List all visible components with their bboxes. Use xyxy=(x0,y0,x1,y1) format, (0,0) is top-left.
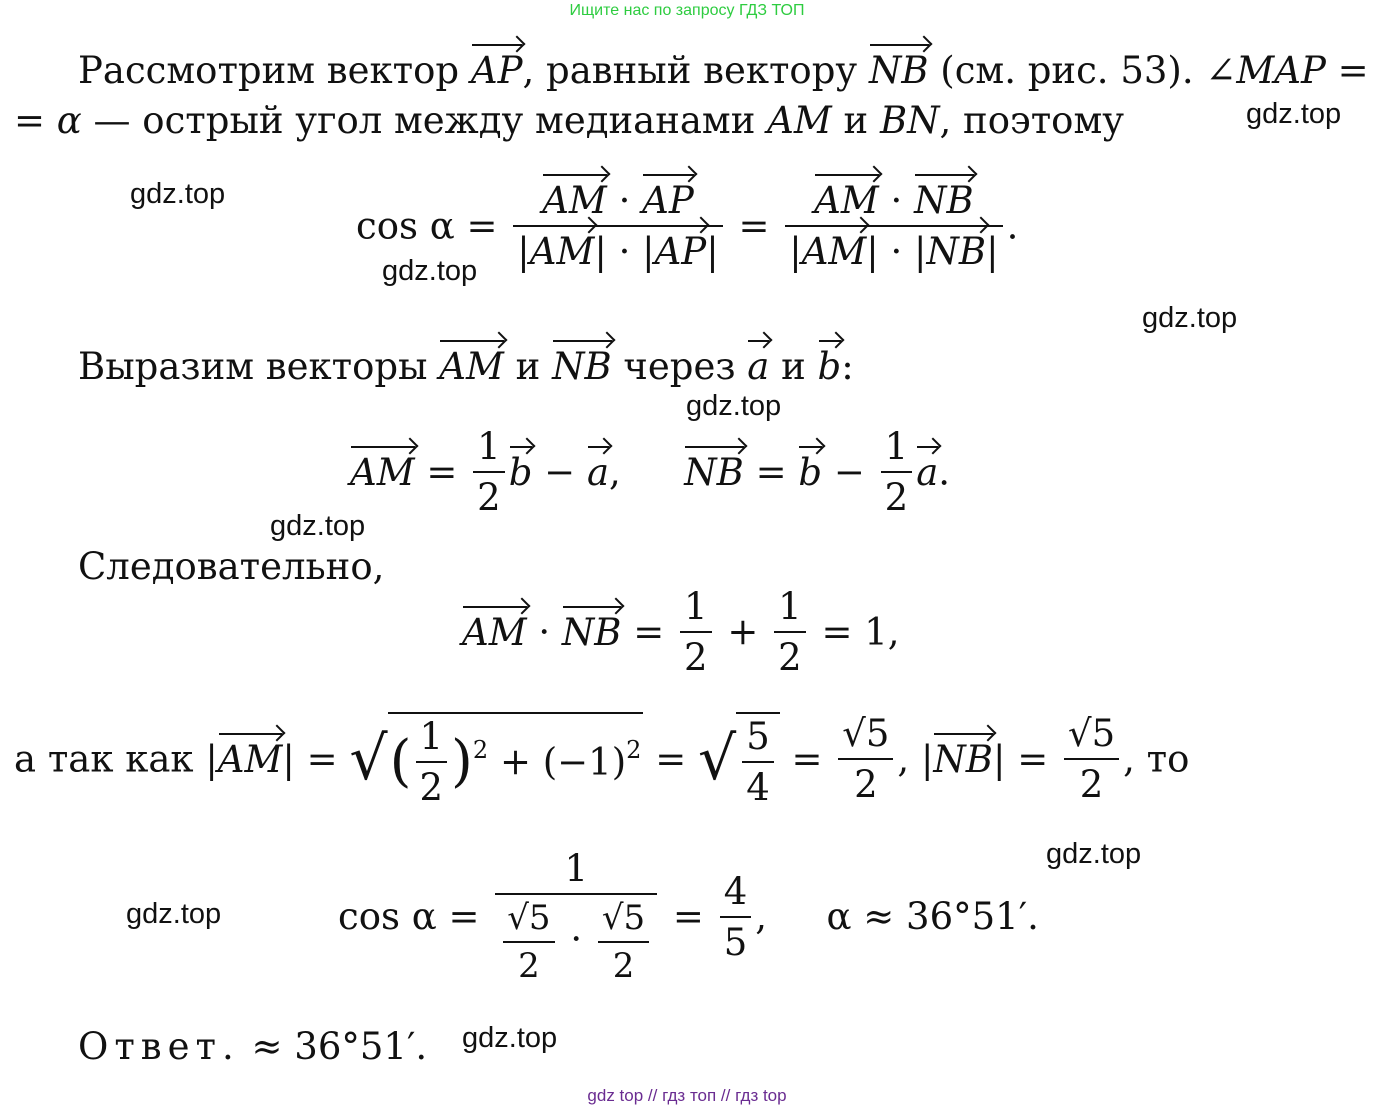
vector-b: b xyxy=(817,345,842,388)
text-segment: (см. рис. 53). ∠ xyxy=(928,49,1237,92)
text-segment: Выразим векторы xyxy=(78,345,440,388)
watermark: gdz.top xyxy=(462,1022,558,1054)
text-segment: Рассмотрим вектор xyxy=(78,49,471,92)
footer-links[interactable]: gdz top // гдз топ // гдз top xyxy=(587,1086,787,1105)
watermark: gdz.top xyxy=(1046,838,1142,870)
paragraph-line-1 xyxy=(78,49,1369,92)
watermark: gdz.top xyxy=(270,510,366,542)
fraction-am-nb: $\frac{AM \cdot NB}{|AM| \cdot |NB|}$ xyxy=(785,182,1002,270)
answer-value: ≈ 36°51′. xyxy=(239,1025,428,1068)
answer-line xyxy=(78,1025,428,1068)
watermark: gdz.top xyxy=(1246,98,1342,130)
text-segment: = xyxy=(14,99,57,142)
text-segment: через xyxy=(611,345,748,388)
vector-nb: NB xyxy=(552,345,612,388)
text-segment: — острый угол между медианами xyxy=(81,99,768,142)
watermark: gdz.top xyxy=(130,178,226,210)
magnitude-line: а так как |AM| = √( $\frac{1}{2}$ )$^2 + (-1)^2$ = √ $\frac{5}{4}$ = $\frac{√5}{2}$ , |NB| = $\frac{√5}{2}$ , то xyxy=(14,712,1190,809)
angle-map: MAP xyxy=(1236,49,1326,92)
answer-label: Ответ. xyxy=(78,1025,240,1068)
text-segment: , поэтому xyxy=(939,99,1124,142)
express-line xyxy=(78,345,854,388)
text-segment: и xyxy=(831,99,880,142)
text-segment: и xyxy=(769,345,818,388)
text-segment: и xyxy=(503,345,553,388)
alpha: α xyxy=(56,99,82,142)
paragraph-line-2 xyxy=(14,99,1124,142)
text-segment: = xyxy=(1325,49,1369,92)
fraction-am-ap: $\frac{AM \cdot AP}{|AM| \cdot |AP|}$ xyxy=(513,182,722,270)
expression-formula: AM = $\frac{1}{2}$ b − a, NB = b − $\frac{1}{2}$ a. xyxy=(350,425,951,519)
search-hint: Ищите нас по запросу ГДЗ ТОП xyxy=(569,2,805,19)
watermark: gdz.top xyxy=(382,255,478,287)
median-bn: BN xyxy=(879,99,940,142)
text-segment: : xyxy=(841,345,854,388)
cos-lhs: cos α = xyxy=(356,204,498,248)
fraction-one-over-product: 1 $\frac{√5}{2}$ · $\frac{√5}{2}$ xyxy=(495,850,657,983)
cos-formula: cos α = $\frac{AM \cdot AP}{|AM| \cdot |AP|}$ = $\frac{AM \cdot NB}{|AM| \cdot |NB|}$ . xyxy=(356,179,1019,273)
vector-nb: NB xyxy=(868,49,929,92)
watermark: gdz.top xyxy=(686,390,782,422)
watermark: gdz.top xyxy=(1142,302,1238,334)
dot-product-formula: AM · NB = $\frac{1}{2}$ + $\frac{1}{2}$ = 1, xyxy=(462,585,900,679)
vector-a: a xyxy=(747,345,770,388)
text-segment: , равный вектору xyxy=(522,49,869,92)
consequently-text: Следовательно, xyxy=(78,545,385,588)
vector-ap: AP xyxy=(470,49,523,92)
median-am: AM xyxy=(767,99,832,142)
equals: = xyxy=(738,204,770,248)
watermark: gdz.top xyxy=(126,898,222,930)
vector-am: AM xyxy=(439,345,504,388)
final-formula: cos α = 1 $\frac{√5}{2}$ · $\frac{√5}{2}$ = $\frac{4}{5}$ , α ≈ 36°51′. xyxy=(338,847,1039,986)
